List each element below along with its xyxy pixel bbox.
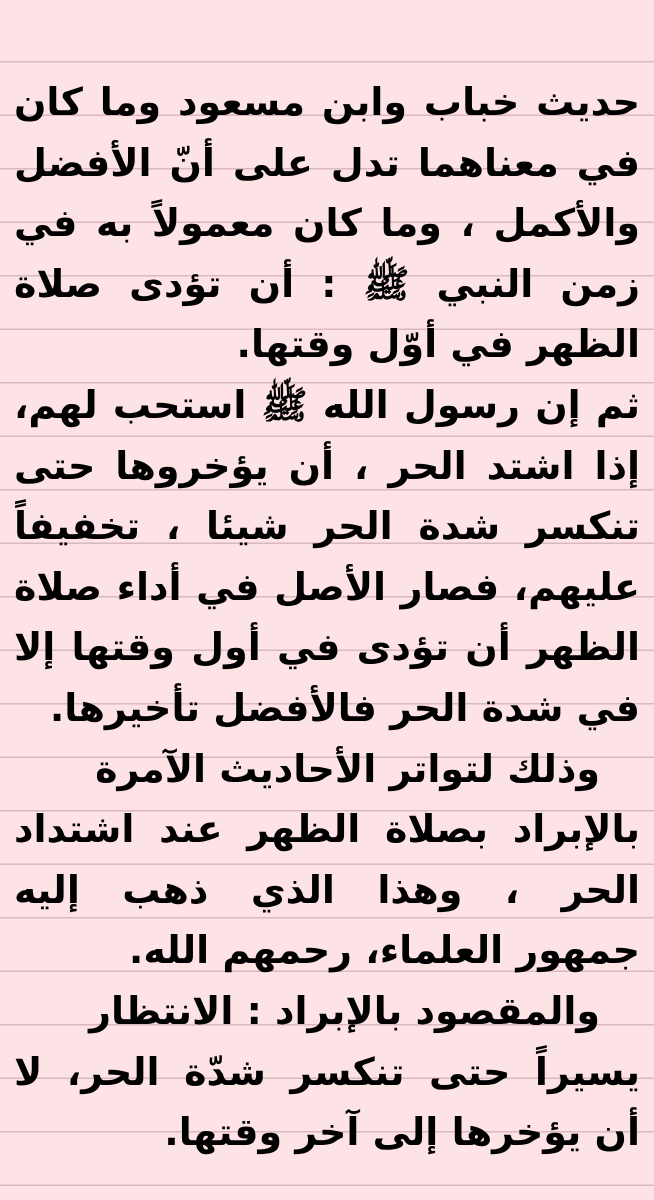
text-line: بالإبراد بصلاة الظهر عند اشتداد (14, 807, 640, 852)
text-line: جمهور العلماء، رحمهم الله. (128, 928, 640, 973)
text-line: زمن النبي ﷺ : أن تؤدى صلاة (14, 261, 640, 306)
text-line: إذا اشتد الحر ، أن يؤخروها حتى (14, 443, 640, 488)
text-line: الحر ، وهذا الذي ذهب إليه (14, 867, 640, 912)
text-line: وذلك لتواتر الأحاديث الآمرة (95, 746, 600, 791)
text-line: عليهم، فصار الأصل في أداء صلاة (14, 564, 640, 609)
text-line: أن يؤخرها إلى آخر وقتها. (164, 1110, 640, 1155)
text-line: في شدة الحر فالأفضل تأخيرها. (49, 685, 640, 730)
text-line: والمقصود بالإبراد : الانتظار (89, 988, 600, 1033)
text-line: الظهر أن تؤدى في أول وقتها إلا (14, 625, 640, 670)
text-line: في معناهما تدل على أنّ الأفضل (14, 140, 640, 185)
text-line: ثم إن رسول الله ﷺ استحب لهم، (14, 382, 640, 427)
text-line: يسيراً حتى تنكسر شدّة الحر، لا (14, 1049, 640, 1094)
text-line: والأكمل ، وما كان معمولاً به في (14, 201, 640, 246)
text-line: الظهر في أوّل وقتها. (236, 322, 640, 367)
text-line: تنكسر شدة الحر شيئا ، تخفيفاً (14, 504, 640, 549)
text-line: حديث خباب وابن مسعود وما كان (14, 80, 640, 124)
handwritten-text-block (14, 72, 640, 1163)
